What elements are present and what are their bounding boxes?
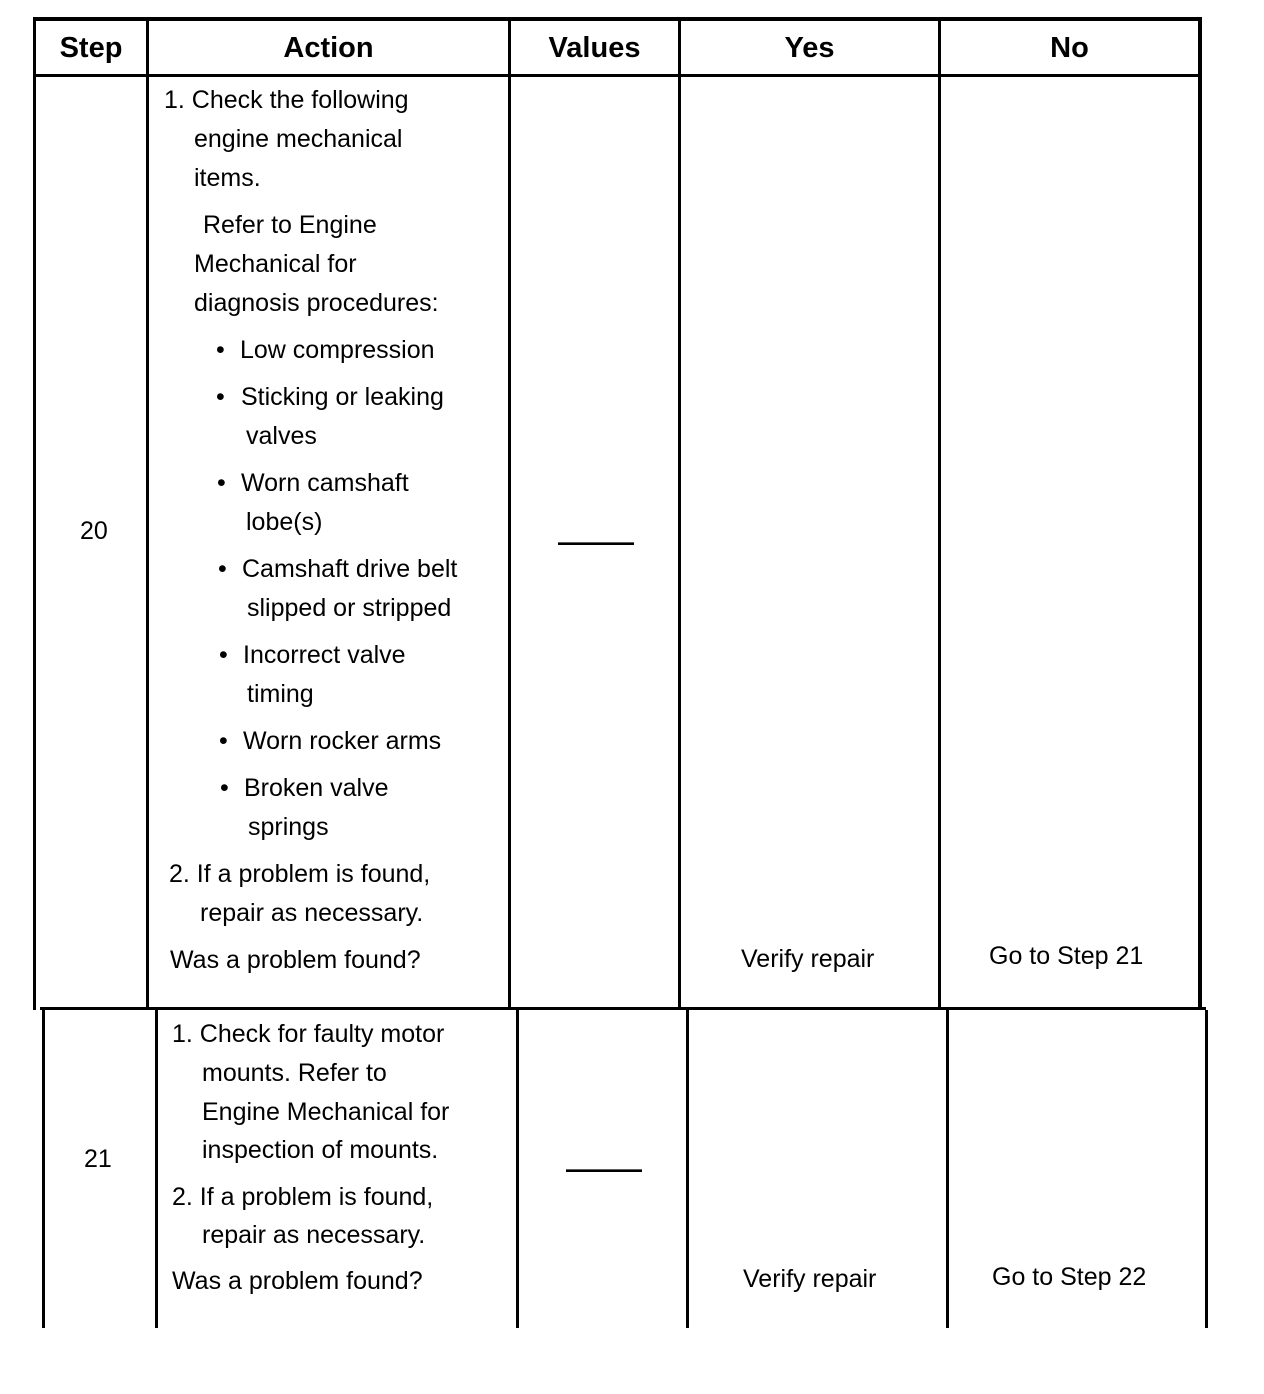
step-number: 21	[84, 1145, 112, 1173]
bullet-line: springs	[248, 813, 329, 841]
values-cell: —	[566, 1146, 642, 1190]
action-line: repair as necessary.	[202, 1221, 426, 1249]
yes-cell: Verify repair	[743, 1265, 877, 1293]
bullet-icon: •	[216, 336, 225, 364]
header-step: Step	[59, 32, 123, 64]
action-question: Was a problem found?	[172, 1267, 423, 1295]
no-cell: Go to Step 22	[992, 1263, 1147, 1291]
action-line: Mechanical for	[194, 250, 357, 278]
bullet-icon: •	[216, 383, 225, 411]
action-line: engine mechanical	[194, 125, 403, 153]
action-question: Was a problem found?	[170, 946, 421, 974]
bullet-line: Sticking or leaking	[241, 383, 444, 411]
column-border-right	[1198, 17, 1202, 1010]
row-21-border-action-values	[516, 1010, 519, 1328]
header-values: Values	[548, 32, 641, 64]
bullet-icon: •	[220, 774, 229, 802]
column-border-step-action	[146, 17, 149, 1010]
action-line: 2. If a problem is found,	[172, 1183, 434, 1211]
action-line: Refer to Engine	[203, 211, 377, 239]
bullet-line: Broken valve	[244, 774, 389, 802]
bullet-icon: •	[219, 727, 228, 755]
action-line: repair as necessary.	[200, 899, 424, 927]
action-line: 2. If a problem is found,	[169, 860, 431, 888]
column-border-left	[33, 17, 36, 1010]
column-border-values-yes	[678, 17, 681, 1010]
action-line: diagnosis procedures:	[194, 289, 439, 317]
row-21-border-values-yes	[686, 1010, 689, 1328]
action-line: 1. Check the following	[164, 86, 409, 114]
bullet-line: lobe(s)	[246, 508, 323, 536]
row-21-border-right	[1205, 1010, 1208, 1328]
action-line: Engine Mechanical for	[202, 1098, 450, 1126]
header-bottom-border	[33, 74, 1202, 77]
action-line: items.	[194, 164, 261, 192]
column-border-yes-no	[938, 17, 941, 1010]
bullet-line: Worn rocker arms	[243, 727, 442, 755]
bullet-line: Worn camshaft	[241, 469, 409, 497]
action-line: inspection of mounts.	[202, 1136, 439, 1164]
row-21-border-left	[42, 1010, 45, 1328]
bullet-icon: •	[219, 641, 228, 669]
row-20-bottom-border	[40, 1007, 1206, 1010]
bullet-icon: •	[217, 469, 226, 497]
bullet-line: Low compression	[240, 336, 435, 364]
action-line: 1. Check for faulty motor	[172, 1020, 445, 1048]
header-no: No	[1050, 32, 1089, 64]
column-border-action-values	[508, 17, 511, 1010]
bullet-line: valves	[246, 422, 317, 450]
action-line: mounts. Refer to	[202, 1059, 387, 1087]
table-top-border	[33, 17, 1202, 21]
row-21-border-step-action	[155, 1010, 158, 1328]
values-cell: —	[558, 519, 634, 563]
bullet-line: Camshaft drive belt	[242, 555, 458, 583]
bullet-line: timing	[247, 680, 314, 708]
bullet-icon: •	[218, 555, 227, 583]
step-number: 20	[80, 517, 108, 545]
header-yes: Yes	[784, 32, 835, 64]
header-action: Action	[283, 32, 374, 64]
bullet-line: Incorrect valve	[243, 641, 406, 669]
no-cell: Go to Step 21	[989, 942, 1144, 970]
row-21-border-yes-no	[946, 1010, 949, 1328]
yes-cell: Verify repair	[741, 945, 875, 973]
bullet-line: slipped or stripped	[247, 594, 452, 622]
